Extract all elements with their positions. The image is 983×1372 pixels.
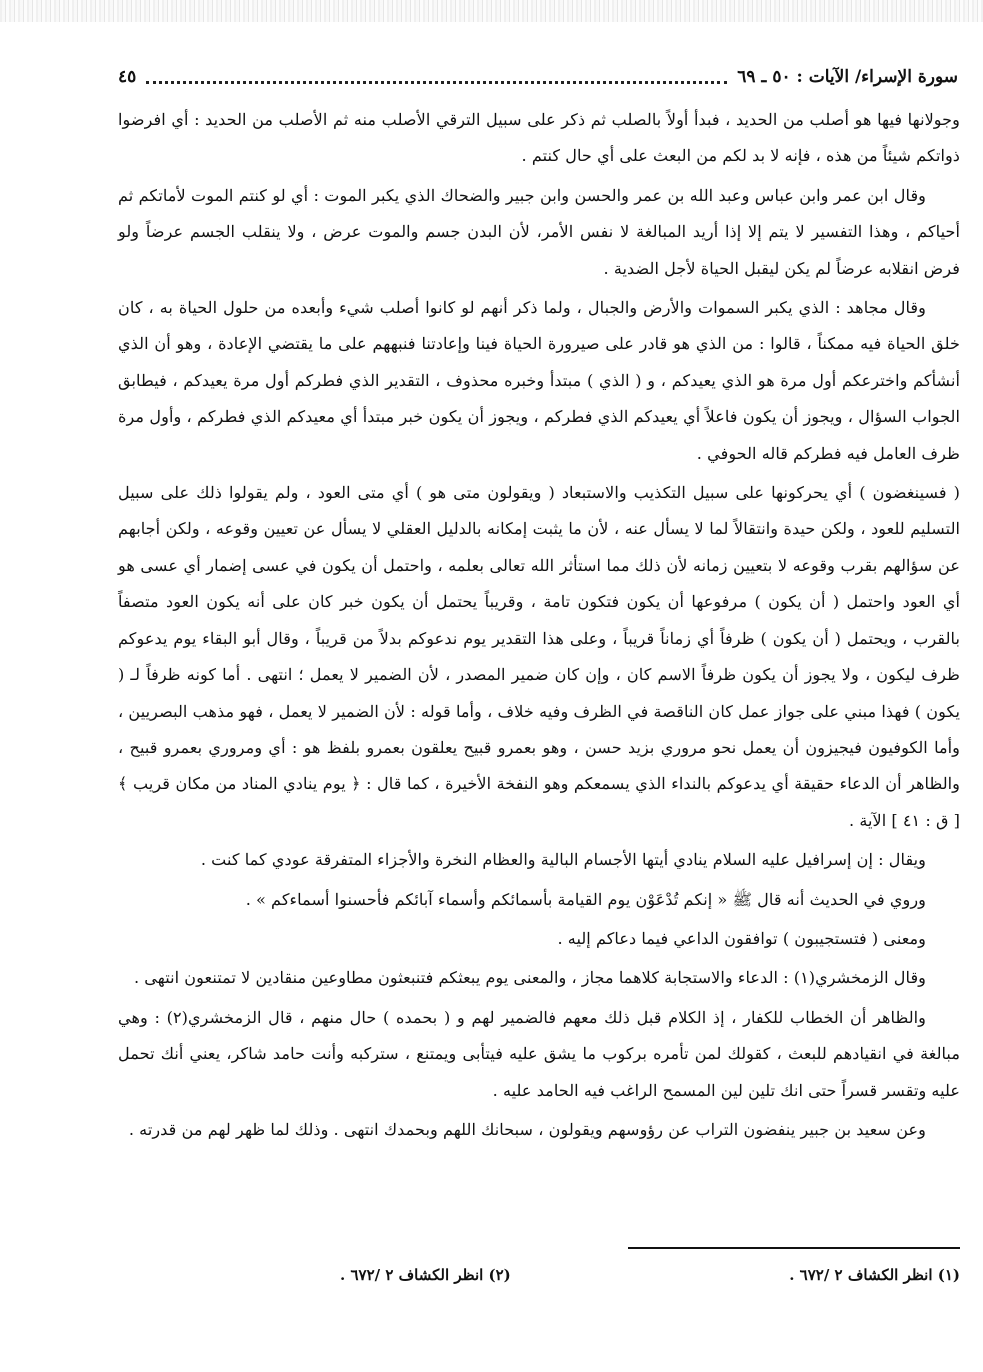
paragraph: ( فسينغضون ) أي يحركونها على سبيل التكذيب والاستبعاد ( ويقولون متى هو ) أي متى العود ، ولم يقولوا ذلك على سبيل التسليم للعود ، ولكن حيدة وانتقالاً لما لا يسأل عنه ، لأن ما يثبت إمكانه بالدليل العقلي لا يسأل عن تعيين وقوعه ، ولكن أجابهم عن سؤالهم بقرب وقوعه لا بتعيين زمانه لأن ذلك مما استأثر الله تعالى بعلمه ، واحتمل أن يكون في عسى إضمار أي عسى هو أي العود واحتمل ( أن يكون ) مرفوعها أن يكون فتكون تامة ، وقريباً يحتمل أن يكون خبر كان على أنه يكون العود متصفاً بالقرب ، ويحتمل ( أن يكون ) ظرفاً أي زماناً قريباً ، وعلى هذا التقدير يوم ندعوكم بدلاً من قريباً ، وقال أبو البقاء يوم يدعوكم ظرف ليكون ، ولا يجوز أن يكون ظرفاً الاسم كان ، وإن كان ضمير المصدر ، لأن الضمير لا يعمل ؛ انتهى . أما كونه ظرفاً لـ ( يكون ) فهذا مبني على جواز عمل كان الناقصة في الظرف وفيه خلاف ، وأما قوله : لأن الضمير لا يعمل ، فهو مذهب البصريين ، وأما الكوفيون فيجيزون أن يعمل نحو مروري بزيد حسن ، وهو بعمرو قبيح يعلقون بعمرو بلفظ هو : أي ومروري بعمرو قبيح ، والظاهر أن الدعاء حقيقة أي يدعوكم بالنداء الذي يسمعكم وهو النفخة الأخيرة ، كما قال : ﴿ يوم ينادي المناد من مكان قريب ﴾ [ ق : ٤١ ] الآية . [118, 483, 960, 830]
page-number: ٤٥ [118, 67, 137, 87]
header-dot-leader [146, 71, 727, 84]
paragraph: وقال الزمخشري(١) : الدعاء والاستجابة كلاهما مجاز ، والمعنى يوم يبعثكم فتنبعثون مطاوعين منقادين لا تمتنعون انتهى . [133, 968, 926, 988]
paragraph: وقال ابن عمر وابن عباس وعبد الله بن عمر والحسن وابن جبير والضحاك الذي يكبر الموت : أي لو كنتم الموت لأماتكم ثم أحياكم ، وهذا التفسير لا يتم إلا إذا أريد المبالغة لا نفس الأمر، لأن البدن جسم والموت عرض ، ولا ينقلب الجسم عرضاً ولو فرض انقلابه عرضاً لم يكن ليقبل الحياة لأجل الضدية . [118, 185, 960, 278]
paragraph: وروي في الحديث أنه قال ﷺ « إنكم تُدْعَوْن يوم القيامة بأسمائكم وأسماء آبائكم فأحسنوا أسماءكم » . [245, 889, 926, 909]
header-title: سورة الإسراء/ الآيات : ٥٠ ـ ٦٩ [737, 67, 958, 87]
footnotes [340, 1266, 960, 1284]
scan-edge-noise [0, 0, 983, 22]
paragraph: ومعنى ( فتستجيبون ) توافقون الداعي فيما دعاكم إليه . [557, 928, 926, 948]
paragraph: والظاهر أن الخطاب للكفار ، إذ الكلام قبل ذلك معهم فالضمير لهم و ( بحمده ) حال منهم ، قال الزمخشري(٢) : وهي مبالغة في انقيادهم للبعث ، كقولك لمن تأمره بركوب ما يشق عليه فيتأبى ويمتنع ، ستركبه وأنت حامد شاكر، يعني أنك تحمل عليه وتقسر قسراً حتى انك تلين لين المسمح الراغب فيه الحامد عليه . [118, 1007, 960, 1100]
running-header [118, 62, 958, 92]
footnote-1: (١) انظر الكشاف ٢ /٦٧٢ . [789, 1266, 960, 1284]
main-text [118, 102, 960, 1151]
paragraph: وجولانها فيها هو أصلب من الحديد ، فبدأ أولاً بالصلب ثم ذكر على سبيل الترقي الأصلب منه ثم الأصلب من الحديد : أي افرضوا ذواتكم شيئاً من هذه ، فإنه لا بد لكم من البعث على أي حال كنتم . [118, 110, 960, 166]
footnote-separator [628, 1247, 960, 1249]
paragraph: وقال مجاهد : الذي يكبر السموات والأرض والجبال ، ولما ذكر أنهم لو كانوا أصلب شيء وأبعده من حلول الحياة به ، كان خلق الحياة فيه ممكناً ، قالوا : من الذي هو قادر على صيرورة الحياة فينا وإعادتنا فنبههم على ما يقتضي الإعادة ، وهو أن الذي أنشأكم واخترعكم أول مرة هو الذي يعيدكم ، و ( الذي ) مبتدأ وخبره محذوف ، التقدير الذي فطركم أول مرة يعيدكم ، فيطابق الجواب السؤال ، ويجوز أن يكون فاعلاً أي يعيدكم الذي فطركم ، ويجوز أن يكون خبر مبتدأ أي معيدكم الذي فطركم ، وأول مرة ظرف العامل فيه فطركم قاله الحوفي . [118, 298, 960, 463]
footnote-2: (٢) انظر الكشاف ٢ /٦٧٢ . [340, 1266, 511, 1284]
paragraph: وعن سعيد بن جبير ينفضون التراب عن رؤوسهم ويقولون ، سبحانك اللهم وبحمدك انتهى . وذلك لما ظهر لهم من قدرته . [128, 1119, 926, 1139]
paragraph: ويقال : إن إسرافيل عليه السلام ينادي أيتها الأجسام البالية والعظام النخرة والأجزاء المتفرقة عودي كما كنت . [200, 850, 926, 870]
